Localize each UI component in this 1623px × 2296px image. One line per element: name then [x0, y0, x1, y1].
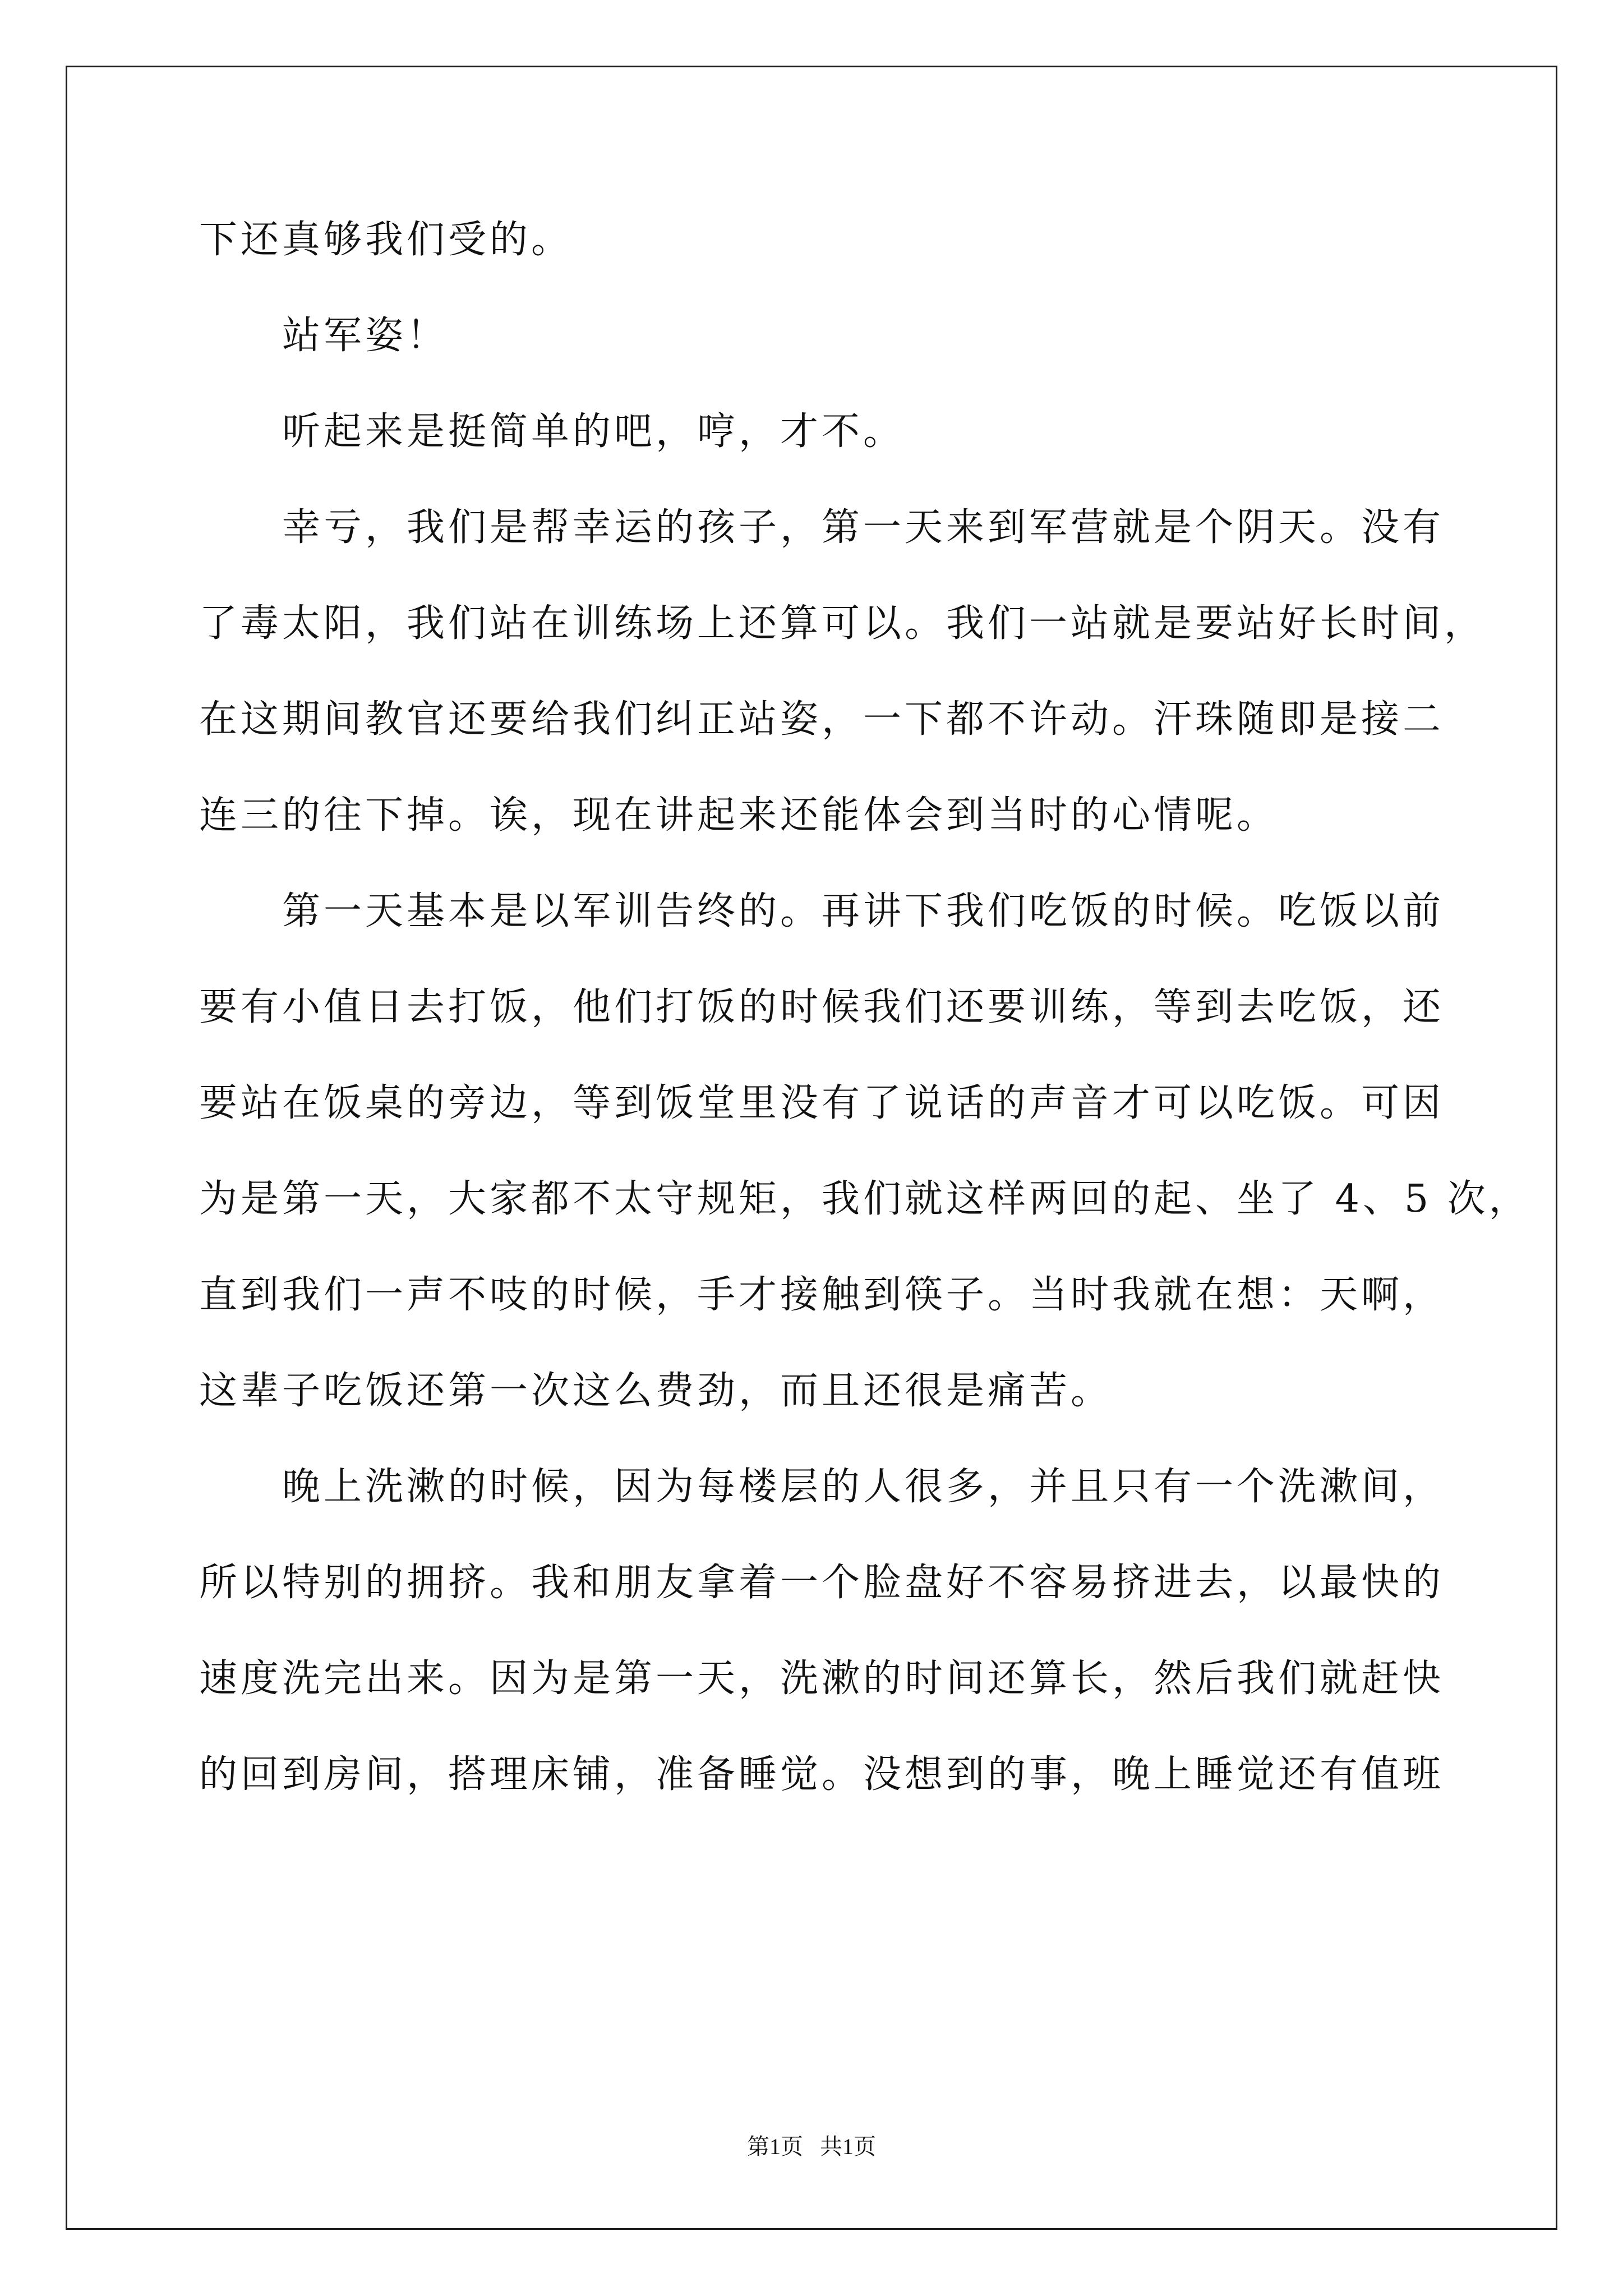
text-line: 站军姿！ — [199, 314, 449, 358]
text-line: 幸亏，我们是帮幸运的孩子，第一天来到军营就是个阴天。没有 — [199, 505, 1445, 550]
text-line: 速度洗完出来。因为是第一天，洗漱的时间还算长，然后我们就赶快 — [199, 1657, 1445, 1701]
text-line: 的回到房间，搭理床铺，准备睡觉。没想到的事，晚上睡觉还有值班 — [199, 1752, 1445, 1797]
text-line: 连三的往下掉。诶，现在讲起来还能体会到当时的心情呢。 — [199, 793, 1279, 838]
text-line: 要有小值日去打饭，他们打饭的时候我们还要训练，等到去吃饭，还 — [199, 985, 1445, 1029]
text-line: 在这期间教官还要给我们纠正站姿，一下都不许动。汗珠随即是接二 — [199, 697, 1445, 742]
text-line: 了毒太阳，我们站在训练场上还算可以。我们一站就是要站好长时间， — [199, 601, 1486, 646]
text-line: 下还真够我们受的。 — [199, 218, 573, 262]
text-line: 这辈子吃饭还第一次这么费劲，而且还很是痛苦。 — [199, 1369, 1113, 1413]
text-line: 晚上洗漱的时候，因为每楼层的人很多，并且只有一个洗漱间， — [199, 1465, 1445, 1509]
text-line: 直到我们一声不吱的时候，手才接触到筷子。当时我就在想：天啊， — [199, 1273, 1445, 1317]
page-footer: 第1页 共1页 — [747, 2134, 876, 2159]
text-line: 所以特别的拥挤。我和朋友拿着一个脸盘好不容易挤进去，以最快的 — [199, 1561, 1445, 1605]
text-line: 听起来是挺简单的吧，哼，才不。 — [199, 409, 905, 454]
text-line: 第一天基本是以军训告终的。再讲下我们吃饭的时候。吃饭以前 — [199, 889, 1445, 933]
text-line: 为是第一天，大家都不太守规矩，我们就这样两回的起、坐了 4、5 次， — [199, 1177, 1530, 1221]
page-border — [66, 66, 1557, 2230]
text-line: 要站在饭桌的旁边，等到饭堂里没有了说话的声音才可以吃饭。可因 — [199, 1081, 1445, 1125]
